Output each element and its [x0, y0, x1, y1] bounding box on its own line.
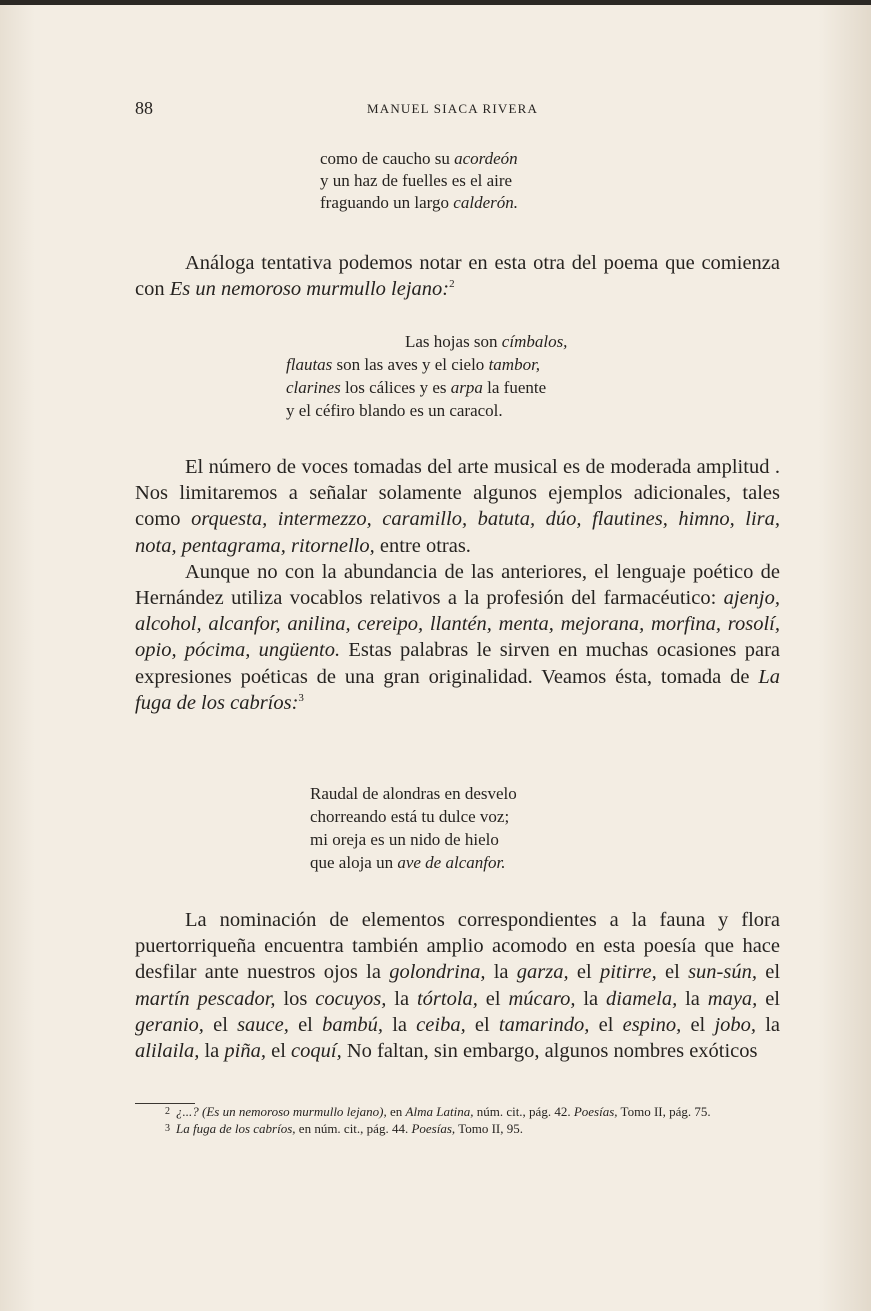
paragraph-text: El número de voces tomadas del arte musical es de moderada amplitud . Nos limitaremos a señalar solamente algunos ejemplos adicionales, tales como orquesta, intermezzo, caramillo, batuta, dúo, flautines, himno, lira, nota, pentagrama, ritornello, entre otras.	[135, 456, 781, 557]
italic-terms: orquesta, intermezzo, caramillo, batuta, dúo, flautines, himno, lira, nota, pentagrama, ritornello,	[135, 508, 781, 557]
verse-line: que aloja un ave de alcanfor.	[310, 853, 506, 872]
verse-quote-3	[310, 782, 517, 874]
paragraph-text: Análoga tentativa podemos notar en esta otra del poema que comienza con Es un nemoroso murmullo lejano:$^2$	[135, 252, 780, 301]
poem-title: Es un nemoroso murmullo lejano:	[169, 278, 450, 301]
paragraph-text: Aunque no con la abundancia de las anteriores, el lenguaje poético de Hernández utiliza vocablos relativos a la profesión del farmacéutico: ajenjo, alcohol, alcanfor, anilina, cereipo, llantén, menta, mejorana, morfina, rosolí, opio, pócima, ungüento. Estas palabras le sirven en muchas ocasiones para expresiones poéticas de una gran originalidad. Veamos ésta, tomada de La fuga de los cabríos:$^3$	[135, 560, 780, 714]
verse-quote-1	[320, 148, 518, 214]
verse-line: Raudal de alondras en desvelo	[310, 784, 517, 803]
italic-terms: ajenjo, alcohol, alcanfor, anilina, cereipo, llantén, menta, mejorana, morfina, rosolí, opio, pócima, ungüento.	[135, 587, 780, 662]
page-header	[135, 98, 785, 122]
verse-line: mi oreja es un nido de hielo	[310, 830, 499, 849]
verse-line: clarines los cálices y es arpa la fuente	[286, 378, 547, 397]
verse-line: y un haz de fuelles es el aire	[320, 171, 513, 190]
footnotes	[135, 1104, 785, 1137]
verse-line: como de caucho su acordeón	[320, 149, 518, 168]
verse-line: y el céfiro blando es un caracol.	[286, 401, 503, 420]
poem-title: La fuga de los cabríos:	[135, 665, 780, 714]
verse-quote-2	[286, 330, 567, 422]
footnote-3: 3 La fuga de los cabríos, en núm. cit., pág. 44. Poesías, Tomo II, 95.	[165, 1120, 523, 1136]
verse-line: fraguando un largo calderón.	[320, 193, 518, 212]
top-edge-rule	[0, 0, 871, 5]
verse-line: Las hojas son címbalos,	[405, 332, 568, 351]
footnote-2: 2 ¿...? (Es un nemoroso murmullo lejano), en Alma Latina, núm. cit., pág. 42. Poesías, Tomo II, pág. 75.	[165, 1104, 711, 1119]
paragraph-2	[135, 454, 780, 716]
page-number: 88	[135, 98, 153, 118]
paragraph-3	[135, 907, 780, 1064]
verse-line: chorreando está tu dulce voz;	[310, 807, 510, 826]
paragraph-text: La nominación de elementos correspondientes a la fauna y flora puertorriqueña encuentra también amplio acomodo en esta poesía que hace desfilar ante nuestros ojos la golondrina, la garza, el pitirre, el sun-sún, el martín pescador, los cocuyos, la tórtola, el múcaro, la diamela, la maya, el geranio, el sauce, el bambú, la ceiba, el tamarindo, el espino, el jobo, la alilaila, la piña, el coquí, No faltan, sin embargo, algunos nombres exóticos	[135, 909, 781, 1063]
running-head: MANUEL SIACA RIVERA	[367, 101, 539, 116]
footnote-ref: 2	[449, 278, 455, 291]
paragraph-1	[135, 250, 780, 302]
footnote-ref: 3	[298, 692, 304, 704]
verse-line: flautas son las aves y el cielo tambor,	[286, 355, 541, 374]
